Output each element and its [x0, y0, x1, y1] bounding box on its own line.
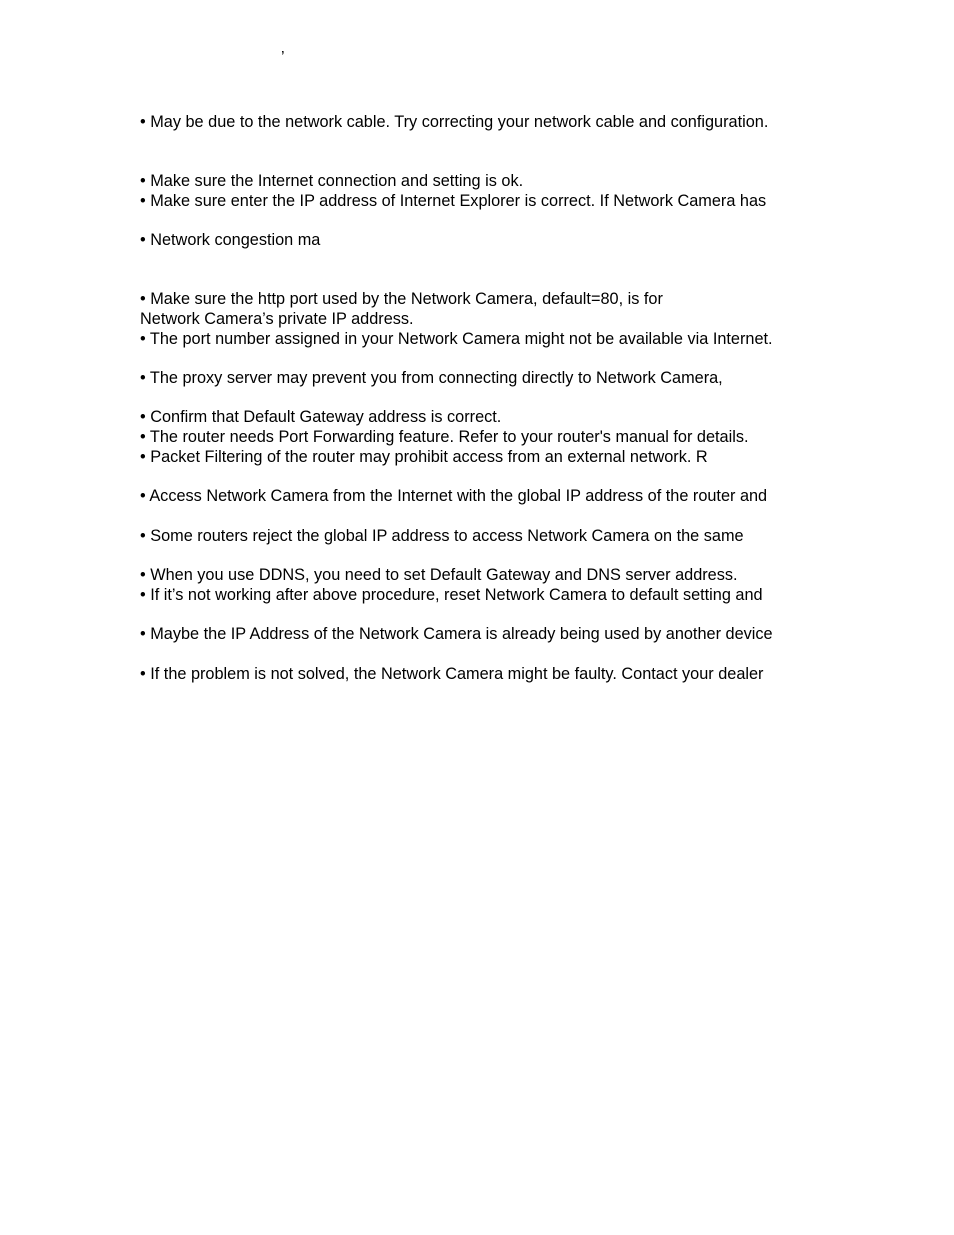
troubleshoot-line: • The port number assigned in your Network Camera might not be available via Internet. [140, 330, 773, 348]
troubleshoot-line: • When you use DDNS, you need to set Default Gateway and DNS server address. [140, 566, 738, 584]
troubleshoot-line: • Network congestion ma [140, 231, 321, 249]
troubleshoot-line: • If the problem is not solved, the Network Camera might be faulty. Contact your dealer [140, 665, 764, 683]
apostrophe-mark: ’ [281, 49, 285, 66]
troubleshoot-line: • Make sure enter the IP address of Internet Explorer is correct. If Network Camera has [140, 192, 767, 210]
troubleshoot-line: • Packet Filtering of the router may prohibit access from an external network. R [140, 448, 708, 466]
troubleshoot-line: • If it’s not working after above procedure, reset Network Camera to default setting and [140, 586, 763, 604]
troubleshoot-line: • Access Network Camera from the Internet with the global IP address of the router and [140, 487, 768, 505]
troubleshoot-line: • The router needs Port Forwarding feature. Refer to your router's manual for details. [140, 428, 749, 446]
troubleshoot-line: • Maybe the IP Address of the Network Camera is already being used by another device [140, 625, 773, 643]
troubleshoot-line: Network Camera’s private IP address. [140, 310, 414, 328]
troubleshoot-line: • The proxy server may prevent you from connecting directly to Network Camera, [140, 369, 723, 387]
troubleshoot-line: • Some routers reject the global IP address to access Network Camera on the same [140, 527, 744, 545]
troubleshoot-line: • May be due to the network cable. Try correcting your network cable and configuration. [140, 113, 769, 131]
troubleshoot-line: • Make sure the http port used by the Network Camera, default=80, is for [140, 290, 663, 308]
troubleshoot-line: • Make sure the Internet connection and setting is ok. [140, 172, 524, 190]
troubleshoot-line: • Confirm that Default Gateway address is correct. [140, 408, 502, 426]
